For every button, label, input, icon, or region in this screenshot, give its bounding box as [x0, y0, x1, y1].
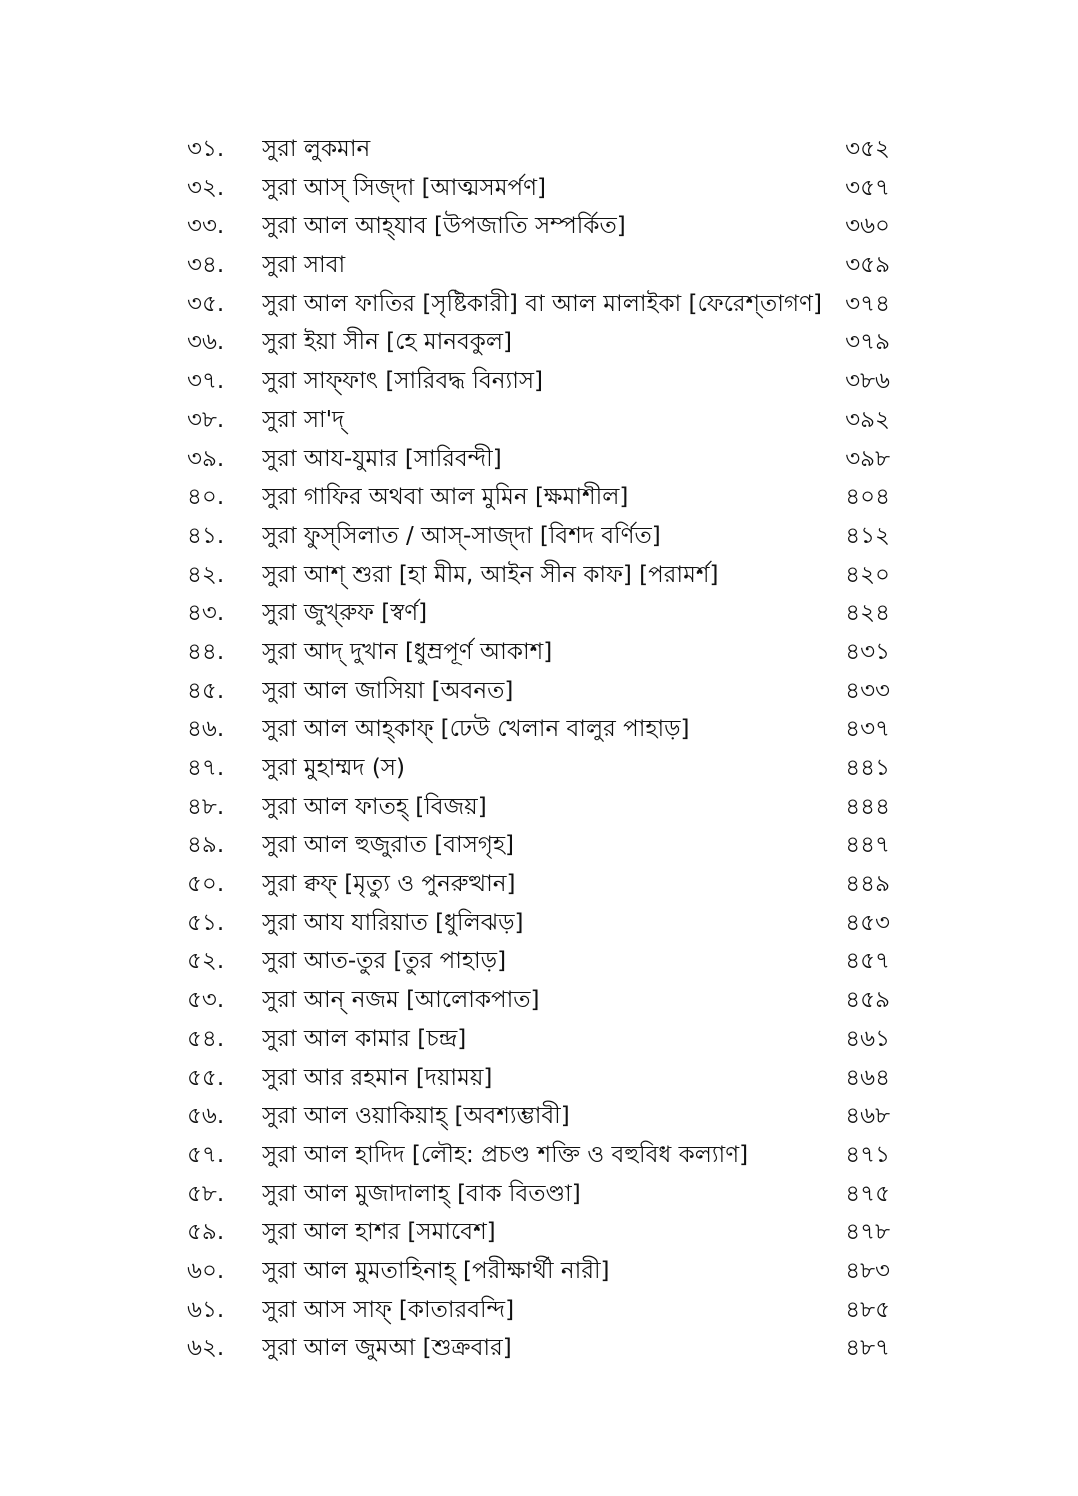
entry-page-number: ৩৫৯	[845, 252, 890, 279]
entry-title: সুরা আল জাসিয়া [অবনত]	[262, 677, 514, 704]
entry-number: ৫৫.	[187, 1064, 225, 1091]
entry-title: সুরা লুকমান	[262, 136, 371, 162]
entry-title: সুরা সাবা	[262, 252, 346, 279]
entry-page-number: ৩৭৪	[845, 290, 890, 317]
entry-page-number: ৪২৪	[845, 600, 890, 627]
entry-number: ৫১.	[187, 909, 225, 936]
entry-title: সুরা আল মুমতাহিনাহ্ [পরীক্ষার্থী নারী]	[262, 1257, 610, 1284]
entry-page-number: ৪৬১	[845, 1025, 890, 1052]
toc-entry	[0, 517, 1078, 556]
entry-number: ৩৮.	[187, 406, 225, 433]
toc-entry	[0, 362, 1078, 401]
entry-number: ৩১.	[187, 136, 225, 162]
entry-number: ৬২.	[187, 1335, 225, 1362]
toc-entry	[0, 749, 1078, 788]
entry-number: ৫২.	[187, 948, 225, 975]
toc-entry	[0, 130, 1078, 169]
toc-entry	[0, 246, 1078, 285]
entry-title: সুরা সাফ্‌ফাৎ [সারিবদ্ধ বিন্যাস]	[262, 368, 544, 395]
toc-entry	[0, 1136, 1078, 1175]
entry-title: সুরা আল মুজাদালাহ্ [বাক বিতণ্ডা]	[262, 1180, 581, 1207]
toc-entry	[0, 710, 1078, 749]
toc-entry	[0, 478, 1078, 517]
toc-entry	[0, 169, 1078, 208]
entry-page-number: ৪০৪	[845, 484, 890, 511]
entry-number: ৪০.	[187, 484, 225, 511]
toc-entry	[0, 1175, 1078, 1214]
entry-number: ৫৮.	[187, 1180, 225, 1207]
entry-number: ৩৭.	[187, 368, 225, 395]
entry-page-number: ৩৫৭	[845, 174, 890, 201]
entry-number: ৪৮.	[187, 793, 225, 820]
entry-number: ৬১.	[187, 1296, 225, 1323]
entry-number: ৫৭.	[187, 1141, 225, 1168]
entry-page-number: ৪৬৪	[845, 1064, 890, 1091]
entry-title: সুরা ক্বফ্ [মৃত্যু ও পুনরুত্থান]	[262, 871, 516, 898]
entry-title: সুরা জুখ্‌রুফ [স্বর্ণ]	[262, 600, 428, 627]
toc-entry	[0, 788, 1078, 827]
entry-page-number: ৪৫৩	[845, 909, 890, 936]
entry-page-number: ৪৪৯	[845, 871, 890, 898]
entry-title: সুরা আল কামার [চন্দ্র]	[262, 1025, 467, 1052]
entry-title: সুরা আল ফাতির [সৃষ্টিকারী] বা আল মালাইকা [ফেরেশ্‌তাগণ]	[262, 290, 822, 317]
entry-page-number: ৪৪৪	[845, 793, 890, 820]
toc-entry	[0, 594, 1078, 633]
entry-title: সুরা আল ওয়াকিয়াহ্ [অবশ্যম্ভাবী]	[262, 1103, 570, 1130]
toc-entry	[0, 440, 1078, 479]
entry-page-number: ৩৯২	[845, 406, 890, 433]
entry-page-number: ৪৩৩	[845, 677, 890, 704]
entry-page-number: ৪৭৮	[845, 1219, 890, 1246]
entry-number: ৫৬.	[187, 1103, 225, 1130]
entry-title: সুরা সা'দ্	[262, 406, 345, 433]
entry-page-number: ৪৭১	[845, 1141, 890, 1168]
entry-number: ৪৭.	[187, 755, 225, 781]
entry-page-number: ৪২০	[845, 561, 890, 588]
entry-title: সুরা আল আহ্‌যাব [উপজাতি সম্পর্কিত]	[262, 213, 626, 240]
entry-number: ৩২.	[187, 174, 225, 201]
entry-number: ৫৯.	[187, 1219, 225, 1246]
entry-page-number: ৩৯৮	[845, 445, 890, 472]
entry-number: ৪২.	[187, 561, 225, 588]
entry-number: ৫৩.	[187, 987, 225, 1014]
toc-entry	[0, 285, 1078, 324]
toc-entry	[0, 904, 1078, 943]
toc-entry	[0, 633, 1078, 672]
entry-page-number: ৪৫৯	[845, 987, 890, 1014]
toc-entry	[0, 1097, 1078, 1136]
entry-number: ৩৪.	[187, 252, 225, 279]
entry-title: সুরা আল ফাতহ্ [বিজয়]	[262, 793, 487, 820]
entry-number: ৬০.	[187, 1257, 225, 1284]
toc-list	[0, 130, 1078, 1368]
toc-entry	[0, 981, 1078, 1020]
entry-title: সুরা ইয়া সীন [হে মানবকুল]	[262, 329, 513, 356]
entry-title: সুরা মুহাম্মদ (স)	[262, 755, 405, 781]
entry-page-number: ৪৮৩	[845, 1257, 890, 1284]
entry-page-number: ৩৬০	[845, 213, 890, 240]
entry-page-number: ৪৩৭	[845, 716, 890, 743]
entry-number: ৪৯.	[187, 832, 225, 859]
entry-number: ৪৪.	[187, 638, 225, 665]
toc-entry	[0, 1213, 1078, 1252]
toc-entry	[0, 826, 1078, 865]
toc-entry	[0, 556, 1078, 595]
entry-page-number: ৪৮৫	[845, 1296, 890, 1323]
entry-number: ৪১.	[187, 522, 225, 549]
entry-number: ৩৫.	[187, 290, 225, 317]
entry-page-number: ৪৭৫	[845, 1180, 890, 1207]
entry-number: ৩৩.	[187, 213, 225, 240]
entry-page-number: ৪৪১	[845, 755, 890, 781]
entry-title: সুরা আর রহমান [দয়াময়]	[262, 1064, 493, 1091]
entry-title: সুরা আস সাফ্ [কাতারবন্দি]	[262, 1296, 515, 1323]
entry-number: ৫৪.	[187, 1025, 225, 1052]
toc-entry	[0, 865, 1078, 904]
entry-number: ৪৫.	[187, 677, 225, 704]
entry-title: সুরা আল আহ্‌কাফ্ [ঢেউ খেলান বালুর পাহাড়]	[262, 716, 690, 743]
entry-page-number: ৩৭৯	[845, 329, 890, 356]
entry-number: ৩৯.	[187, 445, 225, 472]
toc-entry	[0, 1059, 1078, 1098]
entry-title: সুরা আদ্ দুখান [ধুম্রপূর্ণ আকাশ]	[262, 638, 553, 665]
entry-title: সুরা আল জুমআ [শুক্রবার]	[262, 1335, 512, 1362]
entry-page-number: ৪৫৭	[845, 948, 890, 975]
entry-title: সুরা আল হুজুরাত [বাসগৃহ]	[262, 832, 515, 859]
entry-number: ৪৬.	[187, 716, 225, 743]
entry-page-number: ৪৮৭	[845, 1335, 890, 1362]
entry-page-number: ৩৫২	[845, 136, 890, 162]
entry-title: সুরা আল হাশর [সমাবেশ]	[262, 1219, 496, 1246]
toc-entry	[0, 672, 1078, 711]
entry-number: ৪৩.	[187, 600, 225, 627]
entry-title: সুরা আত-তুর [তুর পাহাড়]	[262, 948, 507, 975]
entry-title: সুরা আশ্ শুরা [হা মীম, আইন সীন কাফ] [পরামর্শ]	[262, 561, 719, 588]
entry-title: সুরা গাফির অথবা আল মুমিন [ক্ষমাশীল]	[262, 484, 629, 511]
toc-entry	[0, 401, 1078, 440]
entry-title: সুরা আস্ সিজ্‌দা [আত্মসমর্পণ]	[262, 174, 546, 201]
entry-title: সুরা আল হাদিদ [লৌহ: প্রচণ্ড শক্তি ও বহুবিধ কল্যাণ]	[262, 1141, 749, 1168]
toc-entry	[0, 207, 1078, 246]
toc-entry	[0, 1291, 1078, 1330]
entry-page-number: ৪৪৭	[845, 832, 890, 859]
entry-page-number: ৪৬৮	[845, 1103, 890, 1130]
entry-page-number: ৪৩১	[845, 638, 890, 665]
entry-title: সুরা ফুস্‌সিলাত / আস্-সাজ্‌দা [বিশদ বর্ণিত]	[262, 522, 661, 549]
entry-page-number: ৪১২	[845, 522, 890, 549]
entry-number: ৫০.	[187, 871, 225, 898]
entry-title: সুরা আয যারিয়াত [ধুলিঝড়]	[262, 909, 524, 936]
toc-entry	[0, 1329, 1078, 1368]
entry-title: সুরা আয-যুমার [সারিবন্দী]	[262, 445, 502, 472]
toc-entry	[0, 942, 1078, 981]
toc-entry	[0, 1252, 1078, 1291]
entry-page-number: ৩৮৬	[845, 368, 890, 395]
entry-number: ৩৬.	[187, 329, 225, 356]
entry-title: সুরা আন্ নজম [আলোকপাত]	[262, 987, 540, 1014]
toc-entry	[0, 323, 1078, 362]
toc-entry	[0, 1020, 1078, 1059]
